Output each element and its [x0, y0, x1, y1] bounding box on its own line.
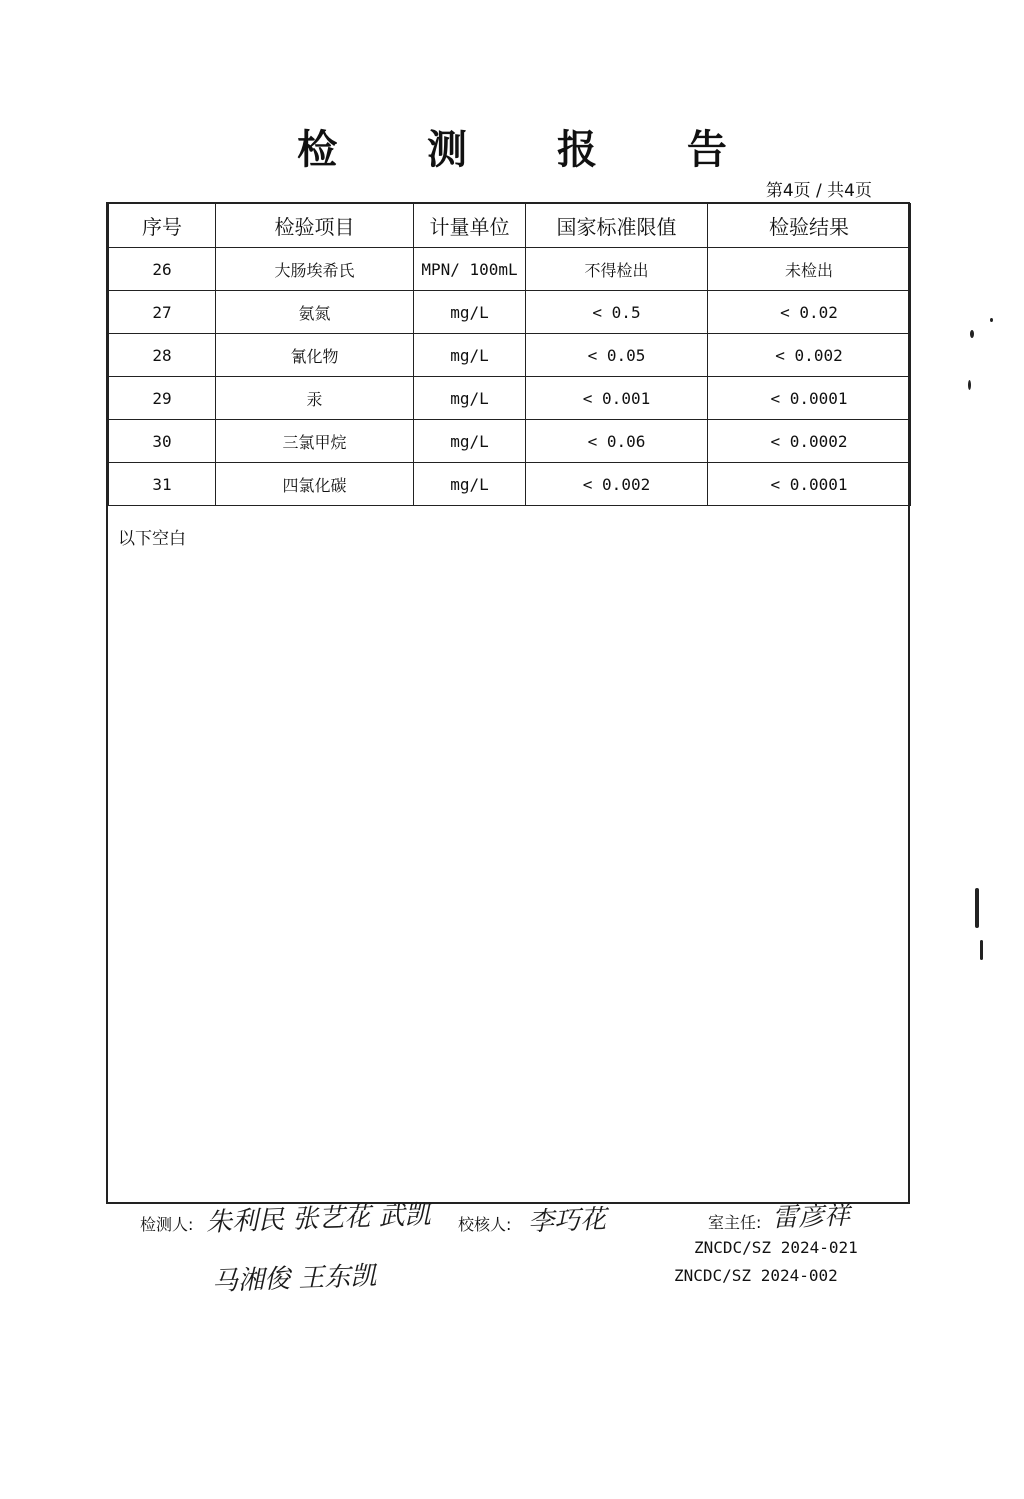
- cell-item: 氰化物: [216, 334, 414, 377]
- cell-result: < 0.02: [708, 291, 911, 334]
- results-table: [108, 203, 911, 506]
- header-limit: 国家标准限值: [526, 204, 708, 248]
- cell-item: 汞: [216, 377, 414, 420]
- cell-limit: < 0.002: [526, 463, 708, 506]
- cell-unit: mg/L: [414, 420, 526, 463]
- table-row: [109, 420, 911, 463]
- cell-limit: < 0.001: [526, 377, 708, 420]
- cell-unit: MPN/ 100mL: [414, 248, 526, 291]
- reviewer-signature: 李巧花: [527, 1204, 607, 1238]
- cell-limit: 不得检出: [526, 248, 708, 291]
- inspector-signatures-line1: 朱利民 张艺花 武凯: [205, 1200, 432, 1238]
- table-row: [109, 248, 911, 291]
- cell-result: < 0.0002: [708, 420, 911, 463]
- scan-speck: [990, 318, 993, 322]
- cell-result: 未检出: [708, 248, 911, 291]
- cell-index: 26: [109, 248, 216, 291]
- reviewer-label: 校核人:: [458, 1215, 512, 1234]
- table-row: [109, 291, 911, 334]
- cell-result: < 0.002: [708, 334, 911, 377]
- header-index: 序号: [109, 204, 216, 248]
- cell-item: 三氯甲烷: [216, 420, 414, 463]
- table-row: [109, 463, 911, 506]
- header-result: 检验结果: [708, 204, 911, 248]
- cell-index: 30: [109, 420, 216, 463]
- cell-index: 27: [109, 291, 216, 334]
- report-code-2: ZNCDC/SZ 2024-002: [674, 1266, 838, 1285]
- scan-speck: [968, 380, 971, 390]
- cell-limit: < 0.05: [526, 334, 708, 377]
- scan-speck: [980, 940, 983, 960]
- cell-result: < 0.0001: [708, 377, 911, 420]
- table-row: [109, 377, 911, 420]
- scan-speck: [975, 888, 979, 928]
- cell-unit: mg/L: [414, 334, 526, 377]
- director-signature: 雷彦祥: [771, 1200, 851, 1234]
- header-unit: 计量单位: [414, 204, 526, 248]
- report-code-1: ZNCDC/SZ 2024-021: [694, 1238, 858, 1257]
- scan-speck: [970, 330, 974, 338]
- director-label: 室主任:: [708, 1213, 762, 1232]
- cell-unit: mg/L: [414, 463, 526, 506]
- cell-item: 氨氮: [216, 291, 414, 334]
- cell-unit: mg/L: [414, 291, 526, 334]
- page-indicator: 第4页 / 共4页: [765, 181, 872, 201]
- inspector-signatures-line2: 马湘俊 王东凯: [211, 1261, 377, 1297]
- cell-limit: < 0.06: [526, 420, 708, 463]
- cell-index: 31: [109, 463, 216, 506]
- table-header-row: [109, 204, 911, 248]
- blank-below-note: 以下空白: [118, 529, 186, 549]
- cell-result: < 0.0001: [708, 463, 911, 506]
- report-title: 检 测 报 告: [297, 126, 765, 173]
- cell-index: 28: [109, 334, 216, 377]
- cell-item: 大肠埃希氏: [216, 248, 414, 291]
- cell-index: 29: [109, 377, 216, 420]
- cell-unit: mg/L: [414, 377, 526, 420]
- inspector-label: 检测人:: [140, 1215, 194, 1234]
- cell-item: 四氯化碳: [216, 463, 414, 506]
- header-item: 检验项目: [216, 204, 414, 248]
- cell-limit: < 0.5: [526, 291, 708, 334]
- table-row: [109, 334, 911, 377]
